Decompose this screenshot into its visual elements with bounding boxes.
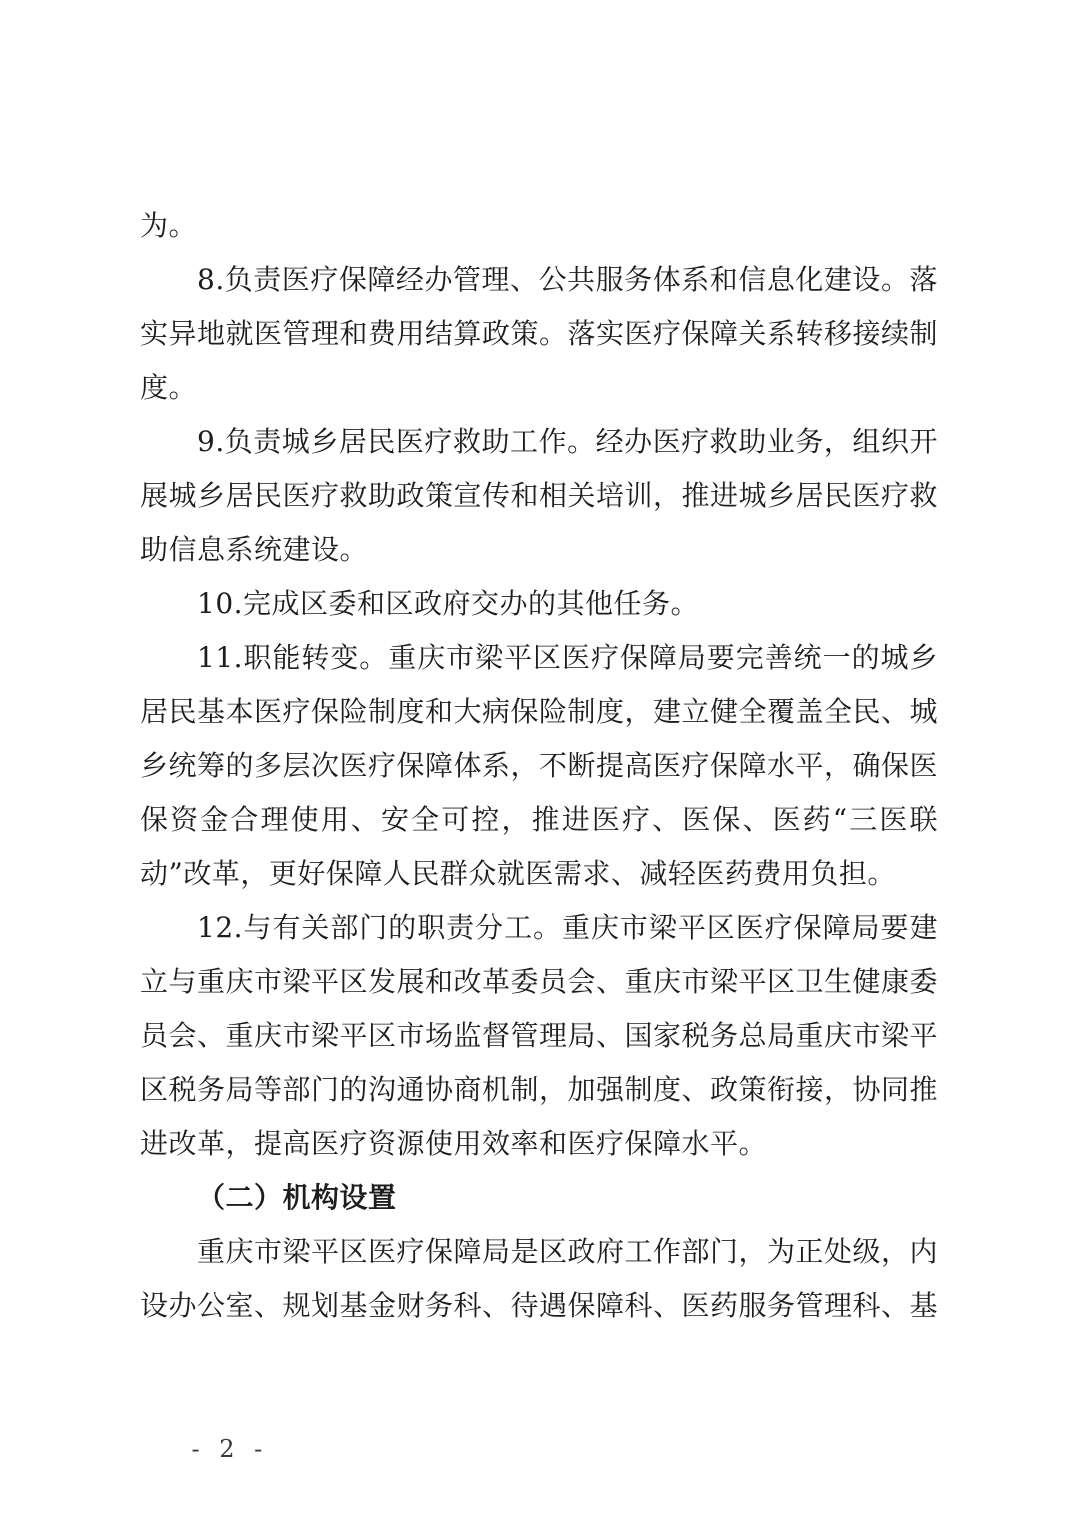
- paragraph-item-12: 12.与有关部门的职责分工。重庆市梁平区医疗保障局要建立与重庆市梁平区发展和改革委员会、重庆市梁平区卫生健康委员会、重庆市梁平区市场监督管理局、国家税务总局重庆市梁平区税务局等部门的沟通协商机制，加强制度、政策衔接，协同推进改革，提高医疗资源使用效率和医疗保障水平。: [140, 911, 939, 1160]
- paragraph-item-9: 9.负责城乡居民医疗救助工作。经办医疗救助业务，组织开展城乡居民医疗救助政策宣传和相关培训，推进城乡居民医疗救助信息系统建设。: [140, 425, 939, 566]
- page-footer: [137, 1404, 268, 1494]
- paragraph-item-8: 8.负责医疗保障经办管理、公共服务体系和信息化建设。落实异地就医管理和费用结算政策。落实医疗保障关系转移接续制度。: [140, 263, 939, 404]
- paragraph-continuation: 为。: [140, 209, 198, 242]
- paragraph-item-10: 10.完成区委和区政府交办的其他任务。: [197, 587, 700, 620]
- paragraph-organization-intro: 重庆市梁平区医疗保障局是区政府工作部门，为正处级，内设办公室、规划基金财务科、待遇保障科、医药服务管理科、基: [140, 1235, 939, 1322]
- paragraph-item-11: 11.职能转变。重庆市梁平区医疗保障局要完善统一的城乡居民基本医疗保险制度和大病保险制度，建立健全覆盖全民、城乡统筹的多层次医疗保障体系，不断提高医疗保障水平，确保医保资金合理使用、安全可控，推进医疗、医保、医药“三医联动”改革，更好保障人民群众就医需求、减轻医药费用负担。: [140, 641, 939, 890]
- document-body: [140, 199, 938, 1333]
- page-number: - 2 -: [191, 1435, 269, 1463]
- section-heading-organization-setup: （二）机构设置: [197, 1181, 397, 1214]
